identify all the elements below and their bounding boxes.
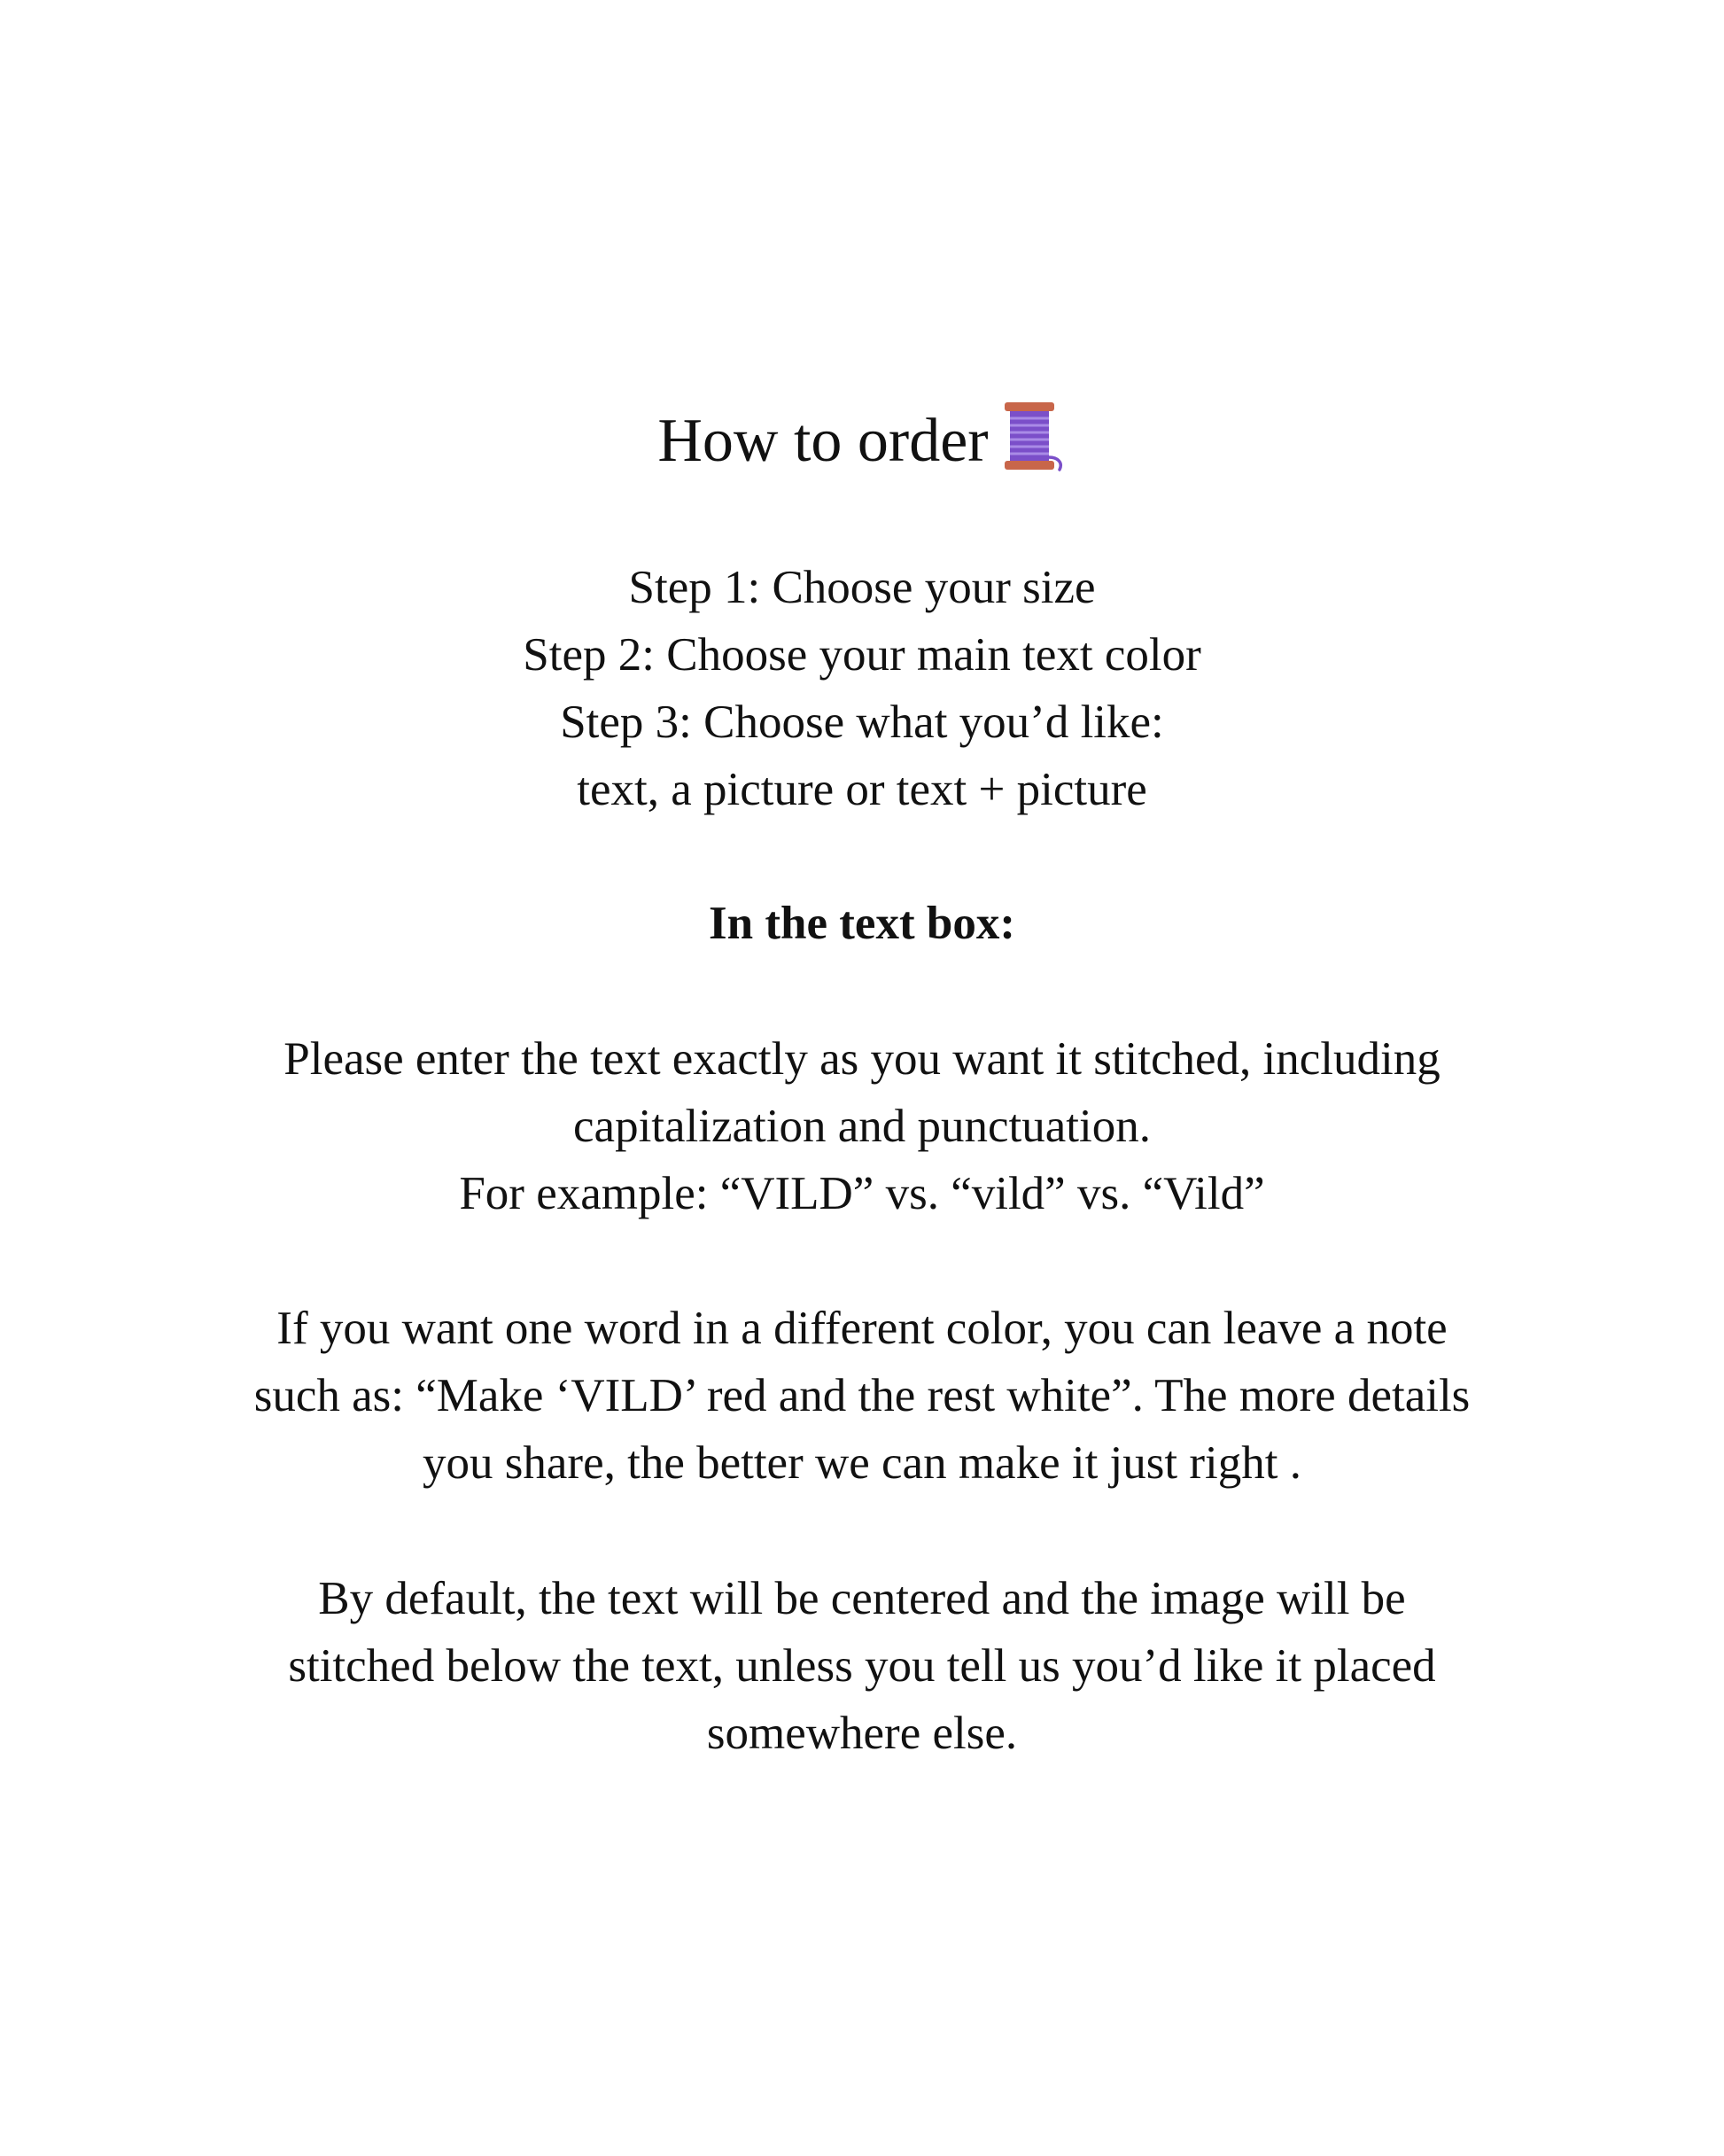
steps-list: [0, 554, 1724, 823]
paragraph-line: If you want one word in a different color, you can leave a note: [276, 1303, 1448, 1354]
paragraph-color-note: [0, 1295, 1724, 1497]
section-heading: In the text box:: [709, 898, 1015, 949]
step-2: Step 2: Choose your main text color: [523, 629, 1201, 681]
paragraph-line: stitched below the text, unless you tell us you’d like it placed: [288, 1640, 1436, 1692]
paragraph-default-placement: [0, 1565, 1724, 1767]
page-title-text: How to order: [657, 407, 989, 475]
paragraph-line: capitalization and punctuation.: [573, 1101, 1151, 1152]
paragraph-line: For example: “VILD” vs. “vild” vs. “Vild”: [459, 1168, 1265, 1219]
paragraph-line: you share, the better we can make it just right .: [423, 1437, 1301, 1489]
paragraph-line: somewhere else.: [706, 1708, 1018, 1759]
step-1: Step 1: Choose your size: [628, 562, 1096, 613]
thread-spool-icon: [1001, 399, 1067, 471]
paragraph-line: such as: “Make ‘VILD’ red and the rest white”. The more details: [253, 1370, 1471, 1421]
step-3-options: text, a picture or text + picture: [577, 764, 1147, 815]
paragraph-exact-text: [0, 1025, 1724, 1227]
paragraph-line: By default, the text will be centered and the image will be: [318, 1573, 1406, 1624]
page-title: [0, 397, 1724, 486]
paragraph-line: Please enter the text exactly as you want it stitched, including: [283, 1033, 1441, 1085]
step-3: Step 3: Choose what you’d like:: [560, 697, 1164, 748]
